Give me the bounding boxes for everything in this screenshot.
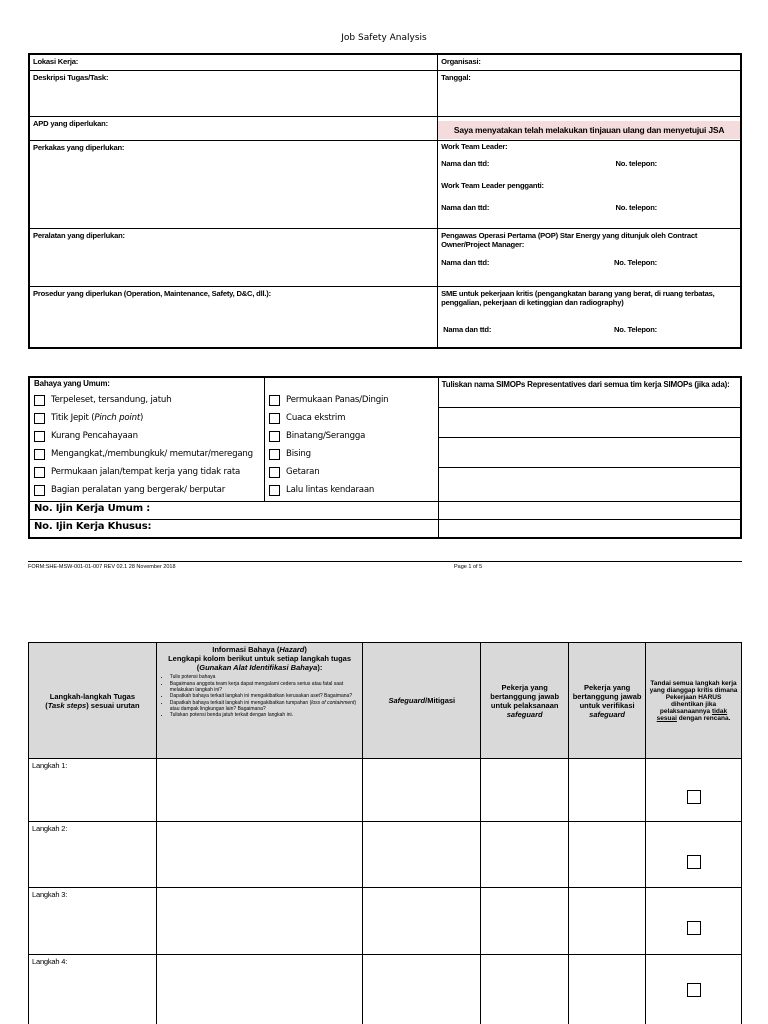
organisasi-field[interactable]: Organisasi: — [438, 54, 741, 70]
ijin-umum-value[interactable] — [438, 502, 741, 520]
step-row — [29, 822, 742, 888]
tanggal-field[interactable]: Tanggal: — [438, 70, 741, 116]
ijin-khusus-field[interactable]: No. Ijin Kerja Khusus: — [29, 520, 438, 538]
page-footer — [28, 561, 742, 570]
sme-block — [438, 286, 741, 348]
wtl-block — [438, 140, 741, 228]
critical-checkbox[interactable] — [687, 921, 701, 935]
jsa-header-form — [28, 53, 742, 349]
checkbox[interactable] — [269, 485, 280, 496]
wtl-telepon[interactable]: No. telepon: — [615, 158, 657, 168]
critical-checkbox[interactable] — [687, 790, 701, 804]
apd-field[interactable]: APD yang diperlukan: — [29, 116, 438, 140]
checkbox[interactable] — [34, 431, 45, 442]
sme-telepon[interactable]: No. Telepon: — [613, 324, 657, 334]
hazards-heading: Bahaya yang Umum: — [34, 379, 110, 388]
col-task-steps: Langkah-langkah Tugas (Task steps) sesuai urutan — [29, 643, 157, 759]
checkbox[interactable] — [34, 485, 45, 496]
peralatan-field[interactable]: Peralatan yang diperlukan: — [29, 228, 438, 286]
checkbox[interactable] — [34, 395, 45, 406]
hazard-item[interactable]: Bagian peralatan yang bergerak/ berputar — [34, 481, 260, 499]
checkbox[interactable] — [34, 467, 45, 478]
simops-row[interactable] — [439, 408, 740, 438]
col-hazard-info: Informasi Bahaya (Hazard) Lengkapi kolom berikut untuk setiap langkah tugas (Gunakan Alat Identifikasi Bahaya): • Tulis potensi bahaya • Bagaimana anggota team kerja dapat mengalami cedera serius atau fatal saat melakukan langkah ini? • Dapatkah bahaya terkait langkah ini mengakibatkan kerusakan aset? Bagaimana? • Dapatkah bahaya terkait langkah ini mengakibatkan tumpahan (loss of containment) atau dampak lingkungan lain? Bagaimana? • Tuliskan potensi benda jatuh terkait dengan langkah ini. — [156, 643, 363, 759]
wtl-pengganti-telepon[interactable]: No. telepon: — [615, 202, 657, 212]
checkbox[interactable] — [34, 413, 45, 424]
hazard-item[interactable]: Permukaan Panas/Dingin — [269, 391, 434, 409]
col-pelaksana: Pekerja yang bertanggung jawab untuk pelaksanaan safeguard — [481, 643, 569, 759]
critical-checkbox[interactable] — [687, 983, 701, 997]
step-row — [29, 955, 742, 1024]
wtl-nama[interactable]: Nama dan ttd: — [441, 158, 490, 168]
step-label[interactable]: Langkah 2: — [29, 822, 157, 888]
pop-block — [438, 228, 741, 286]
prosedur-field[interactable]: Prosedur yang diperlukan (Operation, Maintenance, Safety, D&C, dll.): — [29, 286, 438, 348]
form-number: FORM:SHE-MSW-001-01-007 REV 02.1 28 November 2018 — [28, 564, 176, 570]
simops-label: Tuliskan nama SIMOPs Representatives dari semua tim kerja SIMOPs (jika ada): — [439, 378, 740, 408]
hazard-item[interactable]: Terpeleset, tersandung, jatuh — [34, 391, 260, 409]
hazard-checklist — [28, 376, 742, 539]
pop-nama[interactable]: Nama dan ttd: — [441, 257, 490, 267]
step-row — [29, 759, 742, 822]
lokasi-field[interactable]: Lokasi Kerja: — [29, 54, 438, 70]
hazard-item[interactable]: Binatang/Serangga — [269, 427, 434, 445]
wtl-pengganti-label: Work Team Leader pengganti: — [441, 180, 544, 190]
step-label[interactable]: Langkah 4: — [29, 955, 157, 1024]
wtl-label: Work Team Leader: — [441, 141, 508, 151]
step-row — [29, 888, 742, 955]
hazard-item[interactable]: Getaran — [269, 463, 434, 481]
col-verifikasi: Pekerja yang bertanggung jawab untuk verifikasi safeguard — [569, 643, 646, 759]
ijin-khusus-value[interactable] — [438, 520, 741, 538]
col-safeguard: Safeguard/Mitigasi — [363, 643, 481, 759]
pop-telepon[interactable]: No. Telepon: — [613, 257, 657, 267]
hazard-item[interactable]: Kurang Pencahayaan — [34, 427, 260, 445]
critical-checkbox[interactable] — [687, 855, 701, 869]
perkakas-field[interactable]: Perkakas yang diperlukan: — [29, 140, 438, 228]
hazard-item[interactable]: Bising — [269, 445, 434, 463]
document-title: Job Safety Analysis — [341, 33, 427, 43]
sme-nama[interactable]: Nama dan ttd: — [443, 324, 492, 334]
checkbox[interactable] — [269, 431, 280, 442]
deskripsi-field[interactable]: Deskripsi Tugas/Task: — [29, 70, 438, 116]
col-kritis: Tandai semua langkah kerja yang dianggap kritis dimana Pekerjaan HARUS dihentikan jika pelaksanaannya tidak sesuai dengan rencana. — [646, 643, 742, 759]
hazard-item[interactable]: Lalu lintas kendaraan — [269, 481, 434, 499]
hazard-item[interactable]: Cuaca ekstrim — [269, 409, 434, 427]
checkbox[interactable] — [269, 467, 280, 478]
hazard-item[interactable]: Mengangkat,/membungkuk/ memutar/meregang — [34, 445, 260, 463]
hazard-item[interactable]: Permukaan jalan/tempat kerja yang tidak rata — [34, 463, 260, 481]
step-label[interactable]: Langkah 3: — [29, 888, 157, 955]
simops-row[interactable] — [439, 468, 740, 501]
checkbox[interactable] — [34, 449, 45, 460]
ijin-umum-field[interactable]: No. Ijin Kerja Umum : — [29, 502, 438, 520]
checkbox[interactable] — [269, 395, 280, 406]
simops-row[interactable] — [439, 438, 740, 468]
checkbox[interactable] — [269, 413, 280, 424]
sme-label: SME untuk pekerjaan kritis (pengangkatan barang yang berat, di ruang terbatas, penggalian, pekerjaan di ketinggian dan radiography) — [441, 288, 715, 307]
approval-statement: Saya menyatakan telah melakukan tinjauan ulang dan menyetujui JSA — [438, 121, 740, 139]
step-label[interactable]: Langkah 1: — [29, 759, 157, 822]
hazard-item[interactable]: Titik Jepit (Pinch point) — [34, 409, 260, 427]
page-number: Page 1 of 5 — [454, 564, 483, 570]
wtl-pengganti-nama[interactable]: Nama dan ttd: — [441, 202, 490, 212]
pop-label: Pengawas Operasi Pertama (POP) Star Energy yang ditunjuk oleh Contract Owner/Project Manager: — [441, 230, 698, 249]
checkbox[interactable] — [269, 449, 280, 460]
task-steps-table — [28, 642, 742, 1024]
